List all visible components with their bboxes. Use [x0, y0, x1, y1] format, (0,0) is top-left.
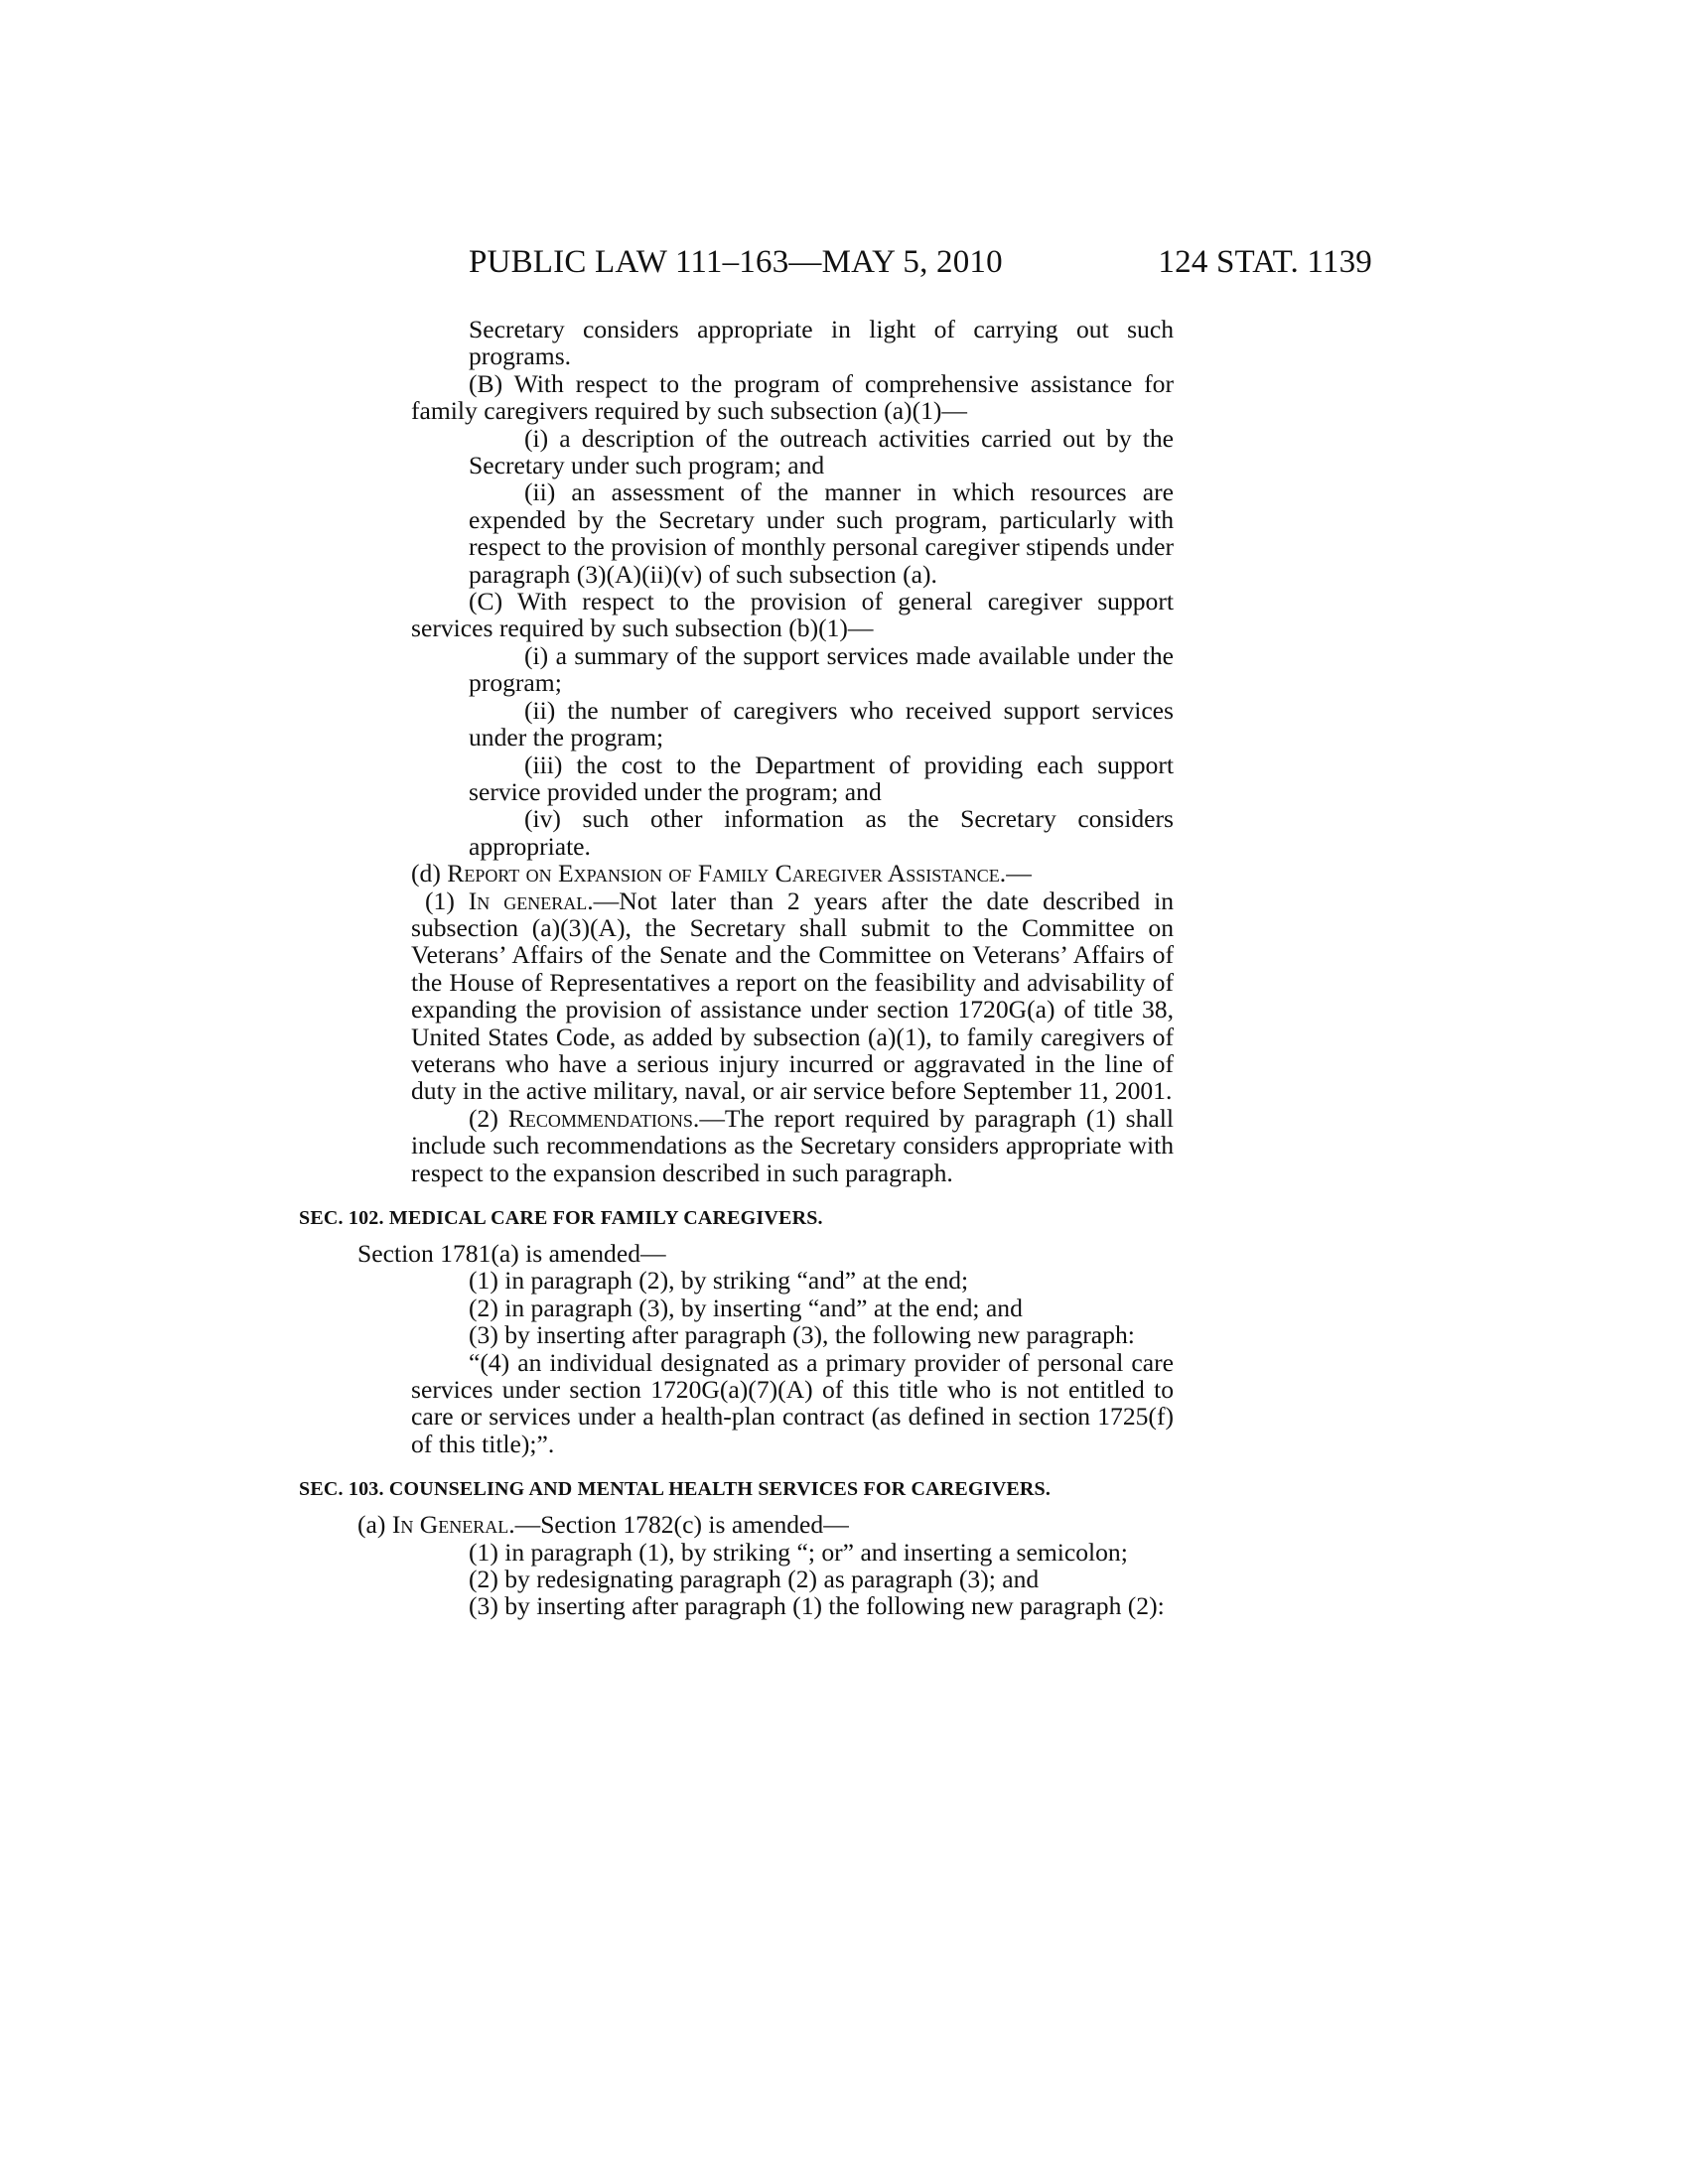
subsection-a-text: —Section 1782(c) is amended—	[514, 1510, 849, 1540]
section-103-item-1: (1) in paragraph (1), by striking “; or” and inserting a semicolon;	[469, 1537, 1128, 1567]
subsection-d-prefix: (d)	[411, 859, 448, 888]
running-head-title: PUBLIC LAW 111–163—MAY 5, 2010	[469, 244, 1003, 280]
paragraph-d-1-text: —Not later than 2 years after the date described in subsection (a)(3)(A), the Secretary shall submit to the Committee on Veterans’ Affairs of the Senate and the Committee on Veterans’ Affairs of the House of Representatives a report on the feasibility and advisability of expanding the provision of assistance under section 1720G(a) of title 38, United States Code, as added by subsection (a)(1), to family caregivers of veterans who have a serious injury incurred or aggravated in the line of duty in the active military, naval, or air service before September 11, 2001.	[411, 886, 1175, 1106]
paragraph-continuation: Secretary considers appropriate in light of carrying out such programs.	[469, 315, 1174, 371]
subsection-a-heading: In General.	[391, 1510, 515, 1540]
section-102-heading: SEC. 102. MEDICAL CARE FOR FAMILY CAREGIVERS.	[299, 1207, 823, 1229]
section-102-item-1: (1) in paragraph (2), by striking “and” at the end;	[469, 1266, 969, 1296]
paragraph-b-ii: (ii) an assessment of the manner in which resources are expended by the Secretary under such program, particularly with respect to the provision of monthly personal caregiver stipends under paragraph (3)(A)(ii)(v) of such subsection (a).	[469, 478, 1174, 589]
section-102-item-2: (2) in paragraph (3), by inserting “and” at the end; and	[469, 1293, 1023, 1322]
paragraph-d-1	[411, 887, 1174, 1105]
paragraph-d-1-prefix: (1)	[425, 886, 469, 915]
section-103-heading: SEC. 103. COUNSELING AND MENTAL HEALTH SERVICES FOR CAREGIVERS.	[299, 1478, 1052, 1501]
paragraph-c: (C) With respect to the provision of general caregiver support services required by such subsection (b)(1)—	[411, 587, 1174, 643]
paragraph-d-2-heading: Recommendations.	[507, 1103, 700, 1133]
subsection-d-dash: —	[1006, 859, 1032, 888]
section-103-subsection-a	[357, 1510, 1174, 1540]
page-header	[469, 244, 1372, 284]
section-102-item-3: (3) by inserting after paragraph (3), the following new paragraph:	[469, 1320, 1135, 1350]
paragraph-b-i: (i) a description of the outreach activities carried out by the Secretary under such program; and	[469, 423, 1174, 480]
paragraph-d-1-heading: In general.	[468, 886, 594, 915]
paragraph-d-2	[411, 1105, 1174, 1186]
paragraph-c-i: (i) a summary of the support services made available under the program;	[469, 640, 1174, 698]
paragraph-d-2-text: —The report required by paragraph (1) shall include such recommendations as the Secretary considers appropriate with respect to the expansion described in such paragraph.	[411, 1103, 1174, 1187]
section-102-intro: Section 1781(a) is amended—	[357, 1239, 666, 1268]
paragraph-c-iii: (iii) the cost to the Department of providing each support service provided under the program; and	[469, 750, 1174, 806]
paragraph-b: (B) With respect to the program of comprehensive assistance for family caregivers required by such subsection (a)(1)—	[411, 368, 1174, 426]
running-head-stat-citation: 124 STAT. 1139	[1158, 244, 1372, 280]
section-103-item-2: (2) by redesignating paragraph (2) as paragraph (3); and	[469, 1565, 1040, 1594]
paragraph-d-2-prefix: (2)	[469, 1103, 508, 1133]
section-102-quoted-paragraph: “(4) an individual designated as a primary provider of personal care services under section 1720G(a)(7)(A) of this title who is not entitled to care or services under a health-plan contract (as defined in section 1725(f) of this title);”.	[411, 1347, 1174, 1458]
subsection-d-heading	[411, 860, 1174, 887]
document-body	[299, 315, 1175, 1621]
paragraph-c-iv: (iv) such other information as the Secretary considers appropriate.	[469, 804, 1174, 861]
paragraph-c-ii: (ii) the number of caregivers who received support services under the program;	[469, 695, 1174, 752]
section-103-item-3: (3) by inserting after paragraph (1) the following new paragraph (2):	[469, 1591, 1165, 1621]
subsection-a-prefix: (a)	[357, 1510, 392, 1540]
subsection-d-title: Report on Expansion of Family Caregiver Assistance.	[447, 859, 1007, 888]
